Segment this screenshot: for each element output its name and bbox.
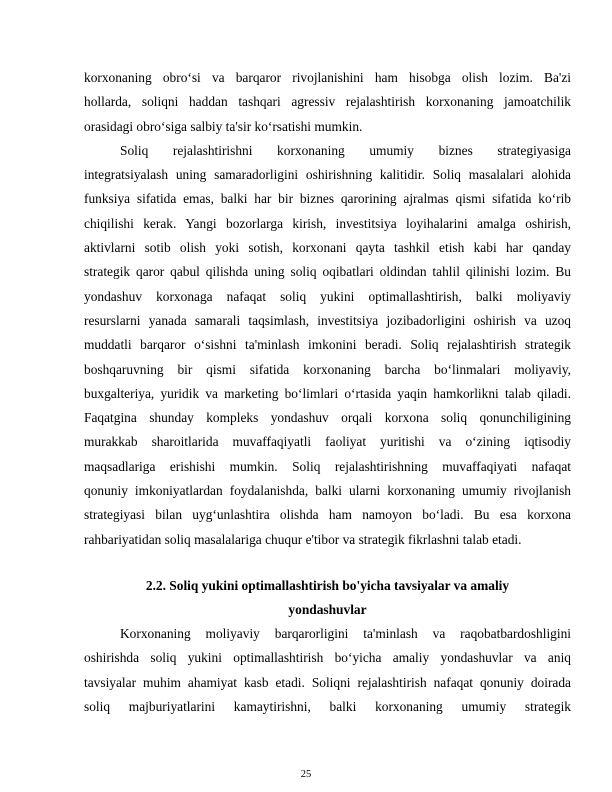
paragraph-line: qonuniy imkoniyatlardan foydalanishda, balki ularni korxonaning umumiy rivojlanish xyxy=(84,483,571,499)
paragraph-line: resurslarni yanada samarali taqsimlash, investitsiya jozibadorligini oshirish va uzoq xyxy=(84,312,571,328)
section-heading xyxy=(84,574,571,622)
section-heading-line: yondashuvlar xyxy=(288,601,367,617)
paragraph-line: strategiyasi bilan uygʻunlashtira olishda ham namoyon boʻladi. Bu esa korxona xyxy=(84,507,571,523)
paragraph-line: aktivlarni sotib olish yoki sotish, korxonani qayta tashkil etish kabi har qanday xyxy=(84,240,571,256)
paragraph-line: korxonaning obroʻsi va barqaror rivojlanishini ham hisobga olish lozim. Ba'zi xyxy=(84,70,571,85)
paragraph-line: oshirishda soliq yukini optimallashtirish boʻyicha amaliy yondashuvlar va aniq xyxy=(84,650,571,666)
page-body xyxy=(84,66,571,719)
paragraph-line: soliq majburiyatlarini kamaytirishni, balki korxonaning umumiy strategik xyxy=(84,698,571,714)
section-heading-line: 2.2. Soliq yukini optimallashtirish bo'yicha tavsiyalar va amaliy xyxy=(145,577,510,593)
paragraph-line: Korxonaning moliyaviy barqarorligini ta'minlash va raqobatbardoshligini xyxy=(120,625,571,641)
paragraph-line: buxgalteriya, yuridik va marketing boʻlimlari oʻrtasida yaqin hamkorlikni talab qiladi. xyxy=(84,385,571,401)
paragraph-line: boshqaruvning bir qismi sifatida korxonaning barcha boʻlinmalari moliyaviy, xyxy=(84,361,571,377)
page-number: 25 xyxy=(300,769,312,780)
paragraph-line: murakkab sharoitlarida muvaffaqiyatli faoliyat yuritishi va oʻzining iqtisodiy xyxy=(84,434,571,450)
paragraph-1 xyxy=(84,66,571,139)
paragraph-line: integratsiyalash uning samaradorligini oshirishning kalitidir. Soliq masalalari alohida xyxy=(84,167,571,183)
paragraph-line: hollarda, soliqni haddan tashqari agressiv rejalashtirish korxonaning jamoatchilik xyxy=(84,94,571,110)
paragraph-line: yondashuv korxonaga nafaqat soliq yukini optimallashtirish, balki moliyaviy xyxy=(84,288,571,304)
paragraph-line: funksiya sifatida emas, balki har bir biznes qarorining ajralmas qismi sifatida koʻrib xyxy=(84,191,571,207)
paragraph-2 xyxy=(84,139,571,552)
paragraph-line: chiqilishi kerak. Yangi bozorlarga kirish, investitsiya loyihalarini amalga oshirish, xyxy=(84,215,571,231)
paragraph-line: muddatli barqaror oʻsishni ta'minlash imkonini beradi. Soliq rejalashtirish strategik xyxy=(84,337,571,353)
paragraph-line: tavsiyalar muhim ahamiyat kasb etadi. Soliqni rejalashtirish nafaqat qonuniy doirada xyxy=(84,674,571,690)
paragraph-line: strategik qaror qabul qilishda uning soliq oqibatlari oldindan tahlil qilinishi lozim. Bu xyxy=(84,264,571,280)
paragraph-line: orasidagi obroʻsiga salbiy ta'sir koʻrsatishi mumkin. xyxy=(84,118,363,134)
paragraph-line: Soliq rejalashtirishni korxonaning umumiy biznes strategiyasiga xyxy=(120,142,571,158)
paragraph-line: rahbariyatidan soliq masalalariga chuqur e'tibor va strategik fikrlashni talab etadi. xyxy=(84,531,522,547)
paragraph-3 xyxy=(84,622,571,719)
paragraph-line: Faqatgina shunday kompleks yondashuv orqali korxona soliq qonunchiligining xyxy=(84,410,571,426)
paragraph-line: maqsadlariga erishishi mumkin. Soliq rejalashtirishning muvaffaqiyati nafaqat xyxy=(84,458,571,474)
